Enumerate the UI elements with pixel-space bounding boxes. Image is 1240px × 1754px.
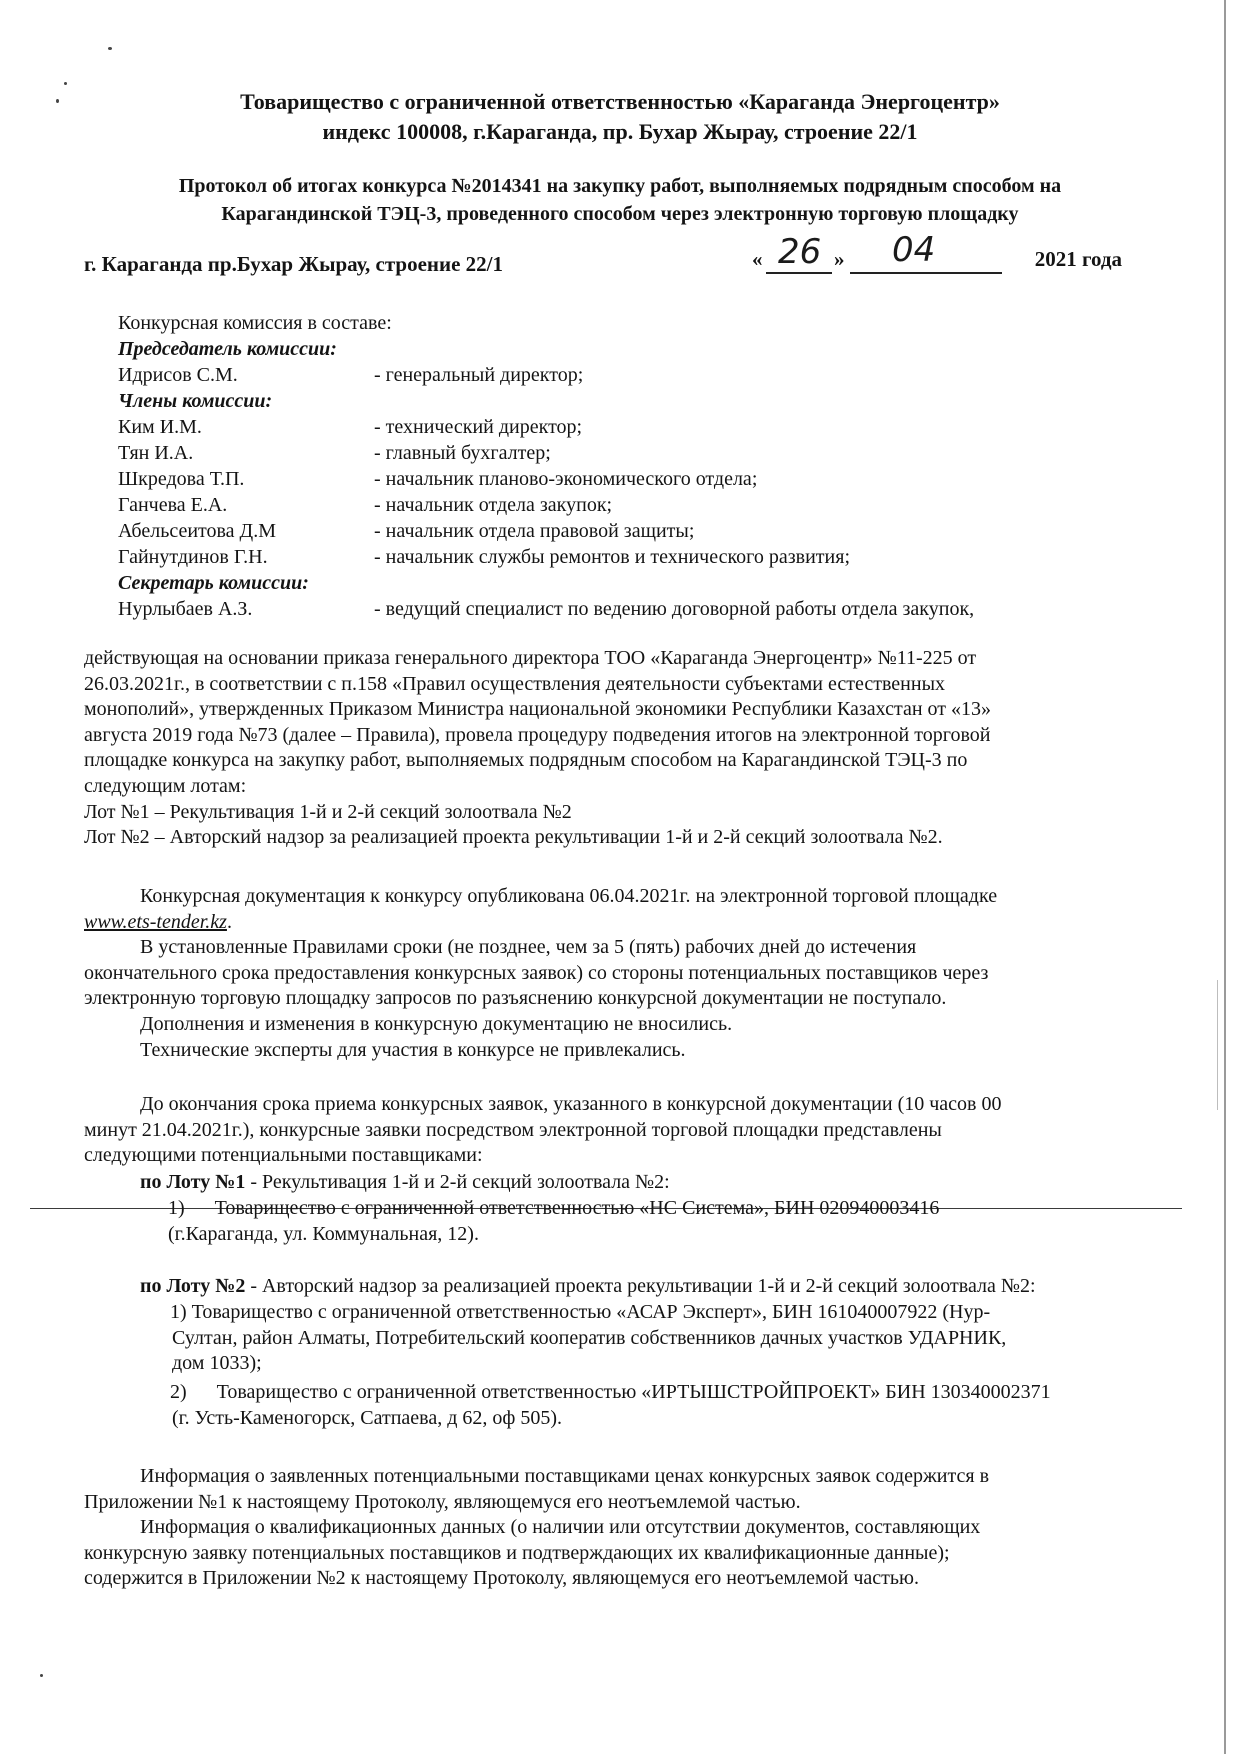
text-line: электронную торговую площадку запросов по разъяснению конкурсной документации не поступало.: [84, 987, 947, 1010]
members-heading: Члены комиссии:: [118, 390, 273, 412]
commission-row: [118, 596, 1118, 622]
secretary-heading: Секретарь комиссии:: [118, 572, 309, 594]
text-line: Информация о квалификационных данных (о наличии или отсутствии документов, составляющих: [140, 1516, 981, 1539]
text-line: содержится в Приложении №2 к настоящему Протоколу, являющемуся его неотъемлемой частью.: [84, 1567, 919, 1590]
member-name: Идрисов С.М.: [118, 364, 238, 386]
protocol-title-line: Карагандинской ТЭЦ-3, проведенного способом через электронную торговую площадку: [221, 203, 1019, 225]
lot2-bidder-1: [170, 1300, 1176, 1377]
handwritten-month: 04: [892, 230, 936, 270]
text-line: монополий», утвержденных Приказом Министра национальной экономики Республики Казахстан от «13»: [84, 698, 992, 721]
text-line: Приложении №1 к настоящему Протоколу, являющемуся его неотъемлемой частью.: [84, 1490, 801, 1513]
chairman-heading: Председатель комиссии:: [118, 338, 337, 360]
scan-speck: [108, 47, 112, 50]
lot1-bidder: [168, 1196, 1176, 1247]
text-line: следующими потенциальными поставщиками:: [84, 1144, 483, 1167]
scan-speck: [64, 82, 67, 85]
text-line: действующая на основании приказа генерального директора ТОО «Караганда Энергоцентр» №11-225 от: [84, 647, 977, 669]
text-line: 2) Товарищество с ограниченной ответственностью «ИРТЫШСТРОЙПРОЕКТ» БИН 130340002371: [170, 1381, 1051, 1403]
text-line: (г.Караганда, ул. Коммунальная, 12).: [168, 1222, 479, 1245]
date-underline: [766, 272, 832, 274]
lot-line: Лот №1 – Рекультивация 1-й и 2-й секций золоотвала №2: [84, 800, 572, 823]
ets-tender-link[interactable]: www.ets-tender.kz: [84, 910, 227, 933]
date-quote-close: »: [834, 247, 845, 271]
paragraph-publication: [84, 884, 1176, 1063]
text-line: До окончания срока приема конкурсных заявок, указанного в конкурсной документации (10 часов 00: [140, 1093, 1002, 1115]
commission-row: [118, 466, 1118, 492]
paragraph-basis: [84, 646, 1176, 851]
commission-row: [118, 544, 1118, 570]
text-line: Дополнения и изменения в конкурсную документацию не вносились.: [140, 1012, 733, 1035]
member-position: - генеральный директор;: [374, 364, 584, 386]
lot2-heading-text: - Авторский надзор за реализацией проекта рекультивации 1-й и 2-й секций золоотвала №2:: [245, 1275, 1036, 1297]
text-line: следующим лотам:: [84, 774, 247, 797]
lot2-bidder-2: [170, 1380, 1176, 1431]
member-name: Шкредова Т.П.: [118, 468, 245, 490]
lot2-heading: [140, 1274, 1036, 1300]
text-line: конкурсную заявку потенциальных поставщиков и подтверждающих их квалификационные данные);: [84, 1541, 950, 1564]
text-line: минут 21.04.2021г.), конкурсные заявки посредством электронной торговой площадки представлены: [84, 1118, 942, 1141]
text-line: 26.03.2021г., в соответствии с п.158 «Правил осуществления деятельности субъектами естественных: [84, 672, 946, 695]
member-position: - ведущий специалист по ведению договорной работы отдела закупок,: [374, 598, 975, 620]
scan-speck: [40, 1674, 43, 1677]
text-line: окончательного срока предоставления конкурсных заявок) со стороны потенциальных поставщиков через: [84, 961, 989, 984]
commission-intro: Конкурсная комиссия в составе:: [118, 312, 392, 334]
date-year: 2021 года: [1034, 247, 1122, 271]
commission-row: [118, 440, 1118, 466]
member-position: - начальник отдела правовой защиты;: [374, 520, 695, 542]
text-line: августа 2019 года №73 (далее – Правила), провела процедуру подведения итогов на электронной торговой: [84, 723, 991, 746]
organization-name: Товарищество с ограниченной ответственностью «Караганда Энергоцентр»: [240, 89, 1000, 114]
member-name: Гайнутдинов Г.Н.: [118, 546, 268, 568]
protocol-title: [60, 172, 1180, 228]
lot1-heading: [140, 1170, 670, 1196]
text-line: 1) Товарищество с ограниченной ответственностью «АСАР Эксперт», БИН 161040007922 (Нур-: [170, 1301, 991, 1323]
member-name: Тян И.А.: [118, 442, 194, 464]
commission-row: [118, 414, 1118, 440]
text-line: Султан, район Алматы, Потребительский кооператив собственников дачных участков УДАРНИК,: [172, 1326, 1007, 1349]
date-quote-open: «: [752, 247, 763, 271]
organization-header: [60, 87, 1180, 147]
lot1-heading-label: по Лоту №1: [140, 1171, 246, 1193]
lot-line: Лот №2 – Авторский надзор за реализацией проекта рекультивации 1-й и 2-й секций золоотвала №2.: [84, 826, 943, 849]
member-position: - технический директор;: [374, 416, 583, 438]
date-underline: [850, 272, 1002, 274]
paragraph-annexes: [84, 1464, 1176, 1592]
handwritten-day: 26: [778, 232, 822, 272]
member-name: Ганчева Е.А.: [118, 494, 228, 516]
member-position: - главный бухгалтер;: [374, 442, 551, 464]
lot1-heading-text: - Рекультивация 1-й и 2-й секций золоотвала №2:: [245, 1171, 670, 1193]
paragraph-bids: [84, 1092, 1176, 1169]
commission-list: [118, 310, 1118, 622]
text-line: Технические эксперты для участия в конкурсе не привлекались.: [140, 1038, 686, 1061]
member-name: Абельсеитова Д.М: [118, 520, 276, 542]
scan-edge-line: [1217, 980, 1218, 1110]
text-line: площадке конкурса на закупку работ, выполняемых подрядным способом на Карагандинской ТЭЦ-3 по: [84, 749, 968, 772]
text-line: дом 1033);: [172, 1352, 262, 1375]
text-line: В установленные Правилами сроки (не позднее, чем за 5 (пять) рабочих дней до истечения: [140, 936, 917, 959]
member-position: - начальник отдела закупок;: [374, 494, 613, 516]
member-position: - начальник планово-экономического отдела;: [374, 468, 758, 490]
text-line: Информация о заявленных потенциальными поставщиками ценах конкурсных заявок содержится в: [140, 1465, 990, 1487]
scan-edge-line: [1224, 0, 1226, 1754]
text-line: 1) Товарищество с ограниченной ответственностью «НС Система», БИН 020940003416: [168, 1197, 940, 1219]
protocol-date: [752, 230, 1122, 280]
commission-row: [118, 492, 1118, 518]
member-position: - начальник службы ремонтов и технического развития;: [374, 546, 850, 568]
lot2-heading-label: по Лоту №2: [140, 1275, 246, 1297]
member-name: Ким И.М.: [118, 416, 202, 438]
organization-address: индекс 100008, г.Караганда, пр. Бухар Жырау, строение 22/1: [322, 119, 918, 144]
text-line: Конкурсная документация к конкурсу опубликована 06.04.2021г. на электронной торговой площадке: [140, 885, 998, 907]
protocol-place: г. Караганда пр.Бухар Жырау, строение 22/1: [84, 252, 504, 276]
text-line: .: [226, 910, 232, 933]
protocol-title-line: Протокол об итогах конкурса №2014341 на закупку работ, выполняемых подрядным способом на: [178, 175, 1062, 197]
member-name: Нурлыбаев А.З.: [118, 598, 253, 620]
text-line: (г. Усть-Каменогорск, Сатпаева, д 62, оф 505).: [172, 1406, 562, 1429]
scan-speck: [56, 99, 59, 103]
commission-row: [118, 362, 1118, 388]
commission-row: [118, 518, 1118, 544]
